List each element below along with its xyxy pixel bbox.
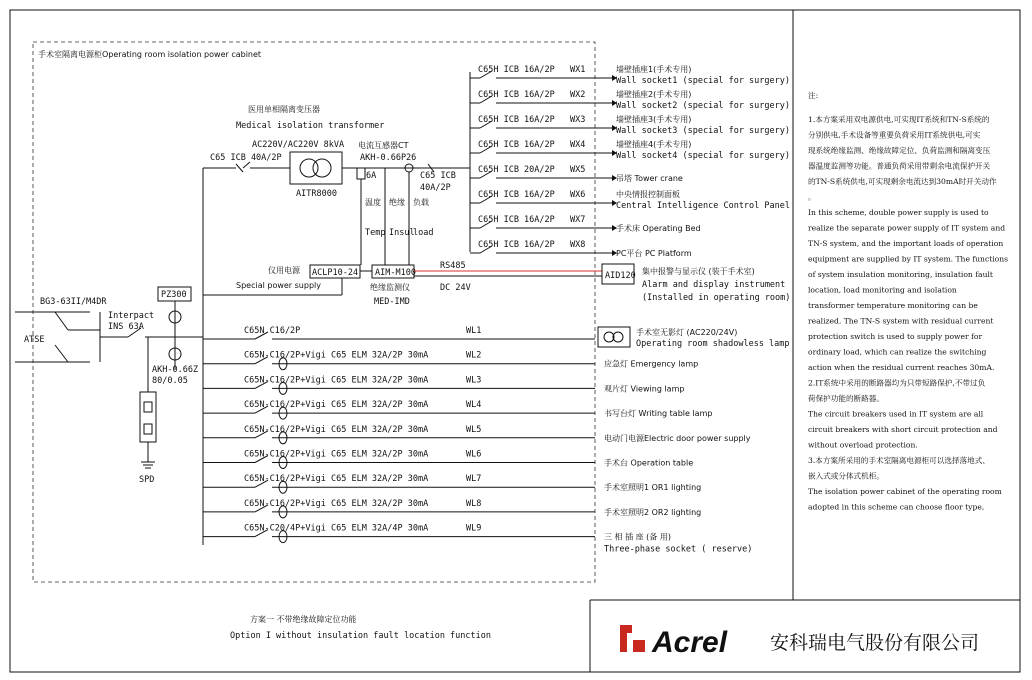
svg-text:医用单相隔离变压器: 医用单相隔离变压器 [248,105,320,114]
breaker-label: C65H ICB 16A/2P [478,190,555,200]
load-name-en: Wall socket3 (special for surgery) [616,126,790,136]
breaker-label: C65N-C20/4P+Vigi C65 ELM 32A/4P 30mA [244,523,429,534]
tns-branches [203,326,790,555]
note-line: location, load monitoring and isolation [808,285,957,295]
svg-text:AID120: AID120 [605,271,636,281]
note-line: 现系统绝缘监测、绝缘故障定位、负荷监测和隔离变压 [808,146,991,155]
svg-text:集中报警与显示仪 (装于手术室): 集中报警与显示仪 (装于手术室) [642,267,755,276]
load-name-en: Wall socket4 (special for surgery) [616,151,790,161]
svg-text:SPD: SPD [139,475,155,485]
svg-text:Medical isolation transformer: Medical isolation transformer [236,121,385,131]
circuit-code: WX2 [570,90,586,100]
transformer-section [203,104,470,265]
circuit-code: WL8 [466,498,482,509]
load-name: 书写台灯 Writing table lamp [604,409,713,419]
breaker-label: C65H ICB 16A/2P [478,90,555,100]
breaker-label: C65N-C16/2P+Vigi C65 ELM 32A/2P 30mA [244,350,429,361]
breaker-label: C65H ICB 16A/2P [478,115,555,125]
circuit-code: WX6 [570,190,586,200]
breaker-label: C65H ICB 16A/2P [478,240,555,250]
load-name-cn: 墙壁插座1(手术专用) [616,65,692,74]
load-name: 手术床 Operating Bed [616,224,701,233]
spd-block [139,337,156,485]
acrel-logo [620,625,979,659]
breaker-label: C65H ICB 20A/2P [478,165,555,175]
note-line: of system insulation monitoring, insulation fault [808,270,993,279]
note-line: 1.本方案采用双电源供电,可实现IT系统和TN-S系统的 [808,115,990,124]
note-line: adopted in this scheme can choose floor type, [808,502,985,512]
svg-text:Special power supply: Special power supply [236,281,321,290]
svg-text:MED-IMD: MED-IMD [374,297,410,307]
svg-text:INS 63A: INS 63A [108,322,144,332]
tns-branch [203,400,712,419]
it-branch [470,89,790,111]
note-line: The circuit breakers used in IT system are all [808,409,984,419]
it-branch [470,139,790,161]
cabinet-title: 手术室隔离电源柜Operating room isolation power cabinet [38,50,262,59]
note-line: 分别供电,手术设备等重要负荷采用IT系统供电,可实 [808,130,981,140]
svg-text:仪用电源: 仪用电源 [268,266,300,275]
svg-text:电流互感器CT: 电流互感器CT [358,141,409,150]
note-line: 3.本方案所采用的手术室隔离电源柜可以选择落地式、 [808,456,990,465]
note-line: 2.IT系统中采用的断路器均为只带短路保护,不带过负 [808,378,986,388]
breaker-label: C65N C16/2P [244,326,301,336]
circuit-code: WL1 [466,326,482,336]
svg-text:AKH-0.66P26: AKH-0.66P26 [360,153,417,163]
circuit-code: WX4 [570,140,586,150]
note-line: 的TN-S系统供电,可实现剩余电流达到30mA时开关动作 [808,177,997,186]
svg-text:load: load [413,228,434,238]
tns-branch [203,499,701,518]
circuit-code: WX7 [570,215,586,225]
breaker-label: C65H ICB 16A/2P [478,140,555,150]
it-branch [470,215,701,233]
logo-mark-left [620,625,632,652]
svg-text:ACLP10-24: ACLP10-24 [312,268,359,278]
note-line: transformer temperature monitoring can be [808,301,978,310]
load-name: PC平台 PC Platform [616,249,692,258]
breaker-label: C65N-C16/2P+Vigi C65 ELM 32A/2P 30mA [244,449,429,460]
note-line: circuit breakers with short circuit protection and [808,425,998,434]
svg-text:AKH-0.66Z: AKH-0.66Z [152,365,199,375]
circuit-code: WX3 [570,115,586,125]
svg-text:PZ300: PZ300 [161,290,187,300]
svg-text:6A: 6A [366,171,377,181]
svg-text:AIM-M100: AIM-M100 [375,268,416,278]
circuit-code: WX8 [570,240,586,250]
load-name-cn: 中央情报控制面板 [616,190,680,199]
breaker-label: C65N-C16/2P+Vigi C65 ELM 32A/2P 30mA [244,498,429,509]
note-line: The isolation power cabinet of the operating room [808,487,1002,496]
load-name-cn: 墙壁插座4(手术专用) [616,140,692,149]
it-branch [470,114,790,136]
it-branch [470,189,790,211]
load-name-en: Wall socket1 (special for surgery) [616,76,790,86]
load-name: 手术室照明2 OR2 lighting [604,507,702,517]
caption-cn: 方案一 不带绝缘故障定位功能 [250,615,357,624]
svg-text:负载: 负载 [413,198,429,207]
note-line: ordinary load, which can realize the switching [808,347,987,357]
circuit-code: WL6 [466,449,482,460]
load-name-en: Wall socket2 (special for surgery) [616,101,790,111]
tns-branch [203,474,701,493]
load-name-cn: 墙壁插座3(手术专用) [616,115,692,124]
tns-branch [203,524,752,555]
tns-branch [203,351,698,370]
tns-branch [203,375,684,394]
breaker-label: C65N-C16/2P+Vigi C65 ELM 32A/2P 30mA [244,424,429,435]
it-branches [470,64,790,258]
note-line: equipment are supplied by IT system. The functions [808,254,1009,264]
company-name: 安科瑞电气股份有限公司 [770,632,980,654]
svg-text:Temp: Temp [365,228,386,238]
svg-text:C65 ICB: C65 ICB [420,171,456,181]
load-name-cn: 手术室无影灯 (AC220/24V) [636,328,738,337]
note-line: action when the residual current reaches 30mA. [808,363,995,372]
note-line: 荷保护功能的断路器。 [808,394,884,403]
svg-text:(Installed in operating room): (Installed in operating room) [642,293,791,303]
load-name-cn: 三 相 插 座 (备 用) [604,532,671,542]
circuit-code: WL3 [466,375,482,386]
note-line: 器温度监测等功能。普通负荷采用带剩余电流保护开关 [808,161,991,171]
load-name: 手术台 Operation table [604,458,694,468]
svg-text:绝缘监测仪: 绝缘监测仪 [370,283,410,292]
load-name-en: Operating room shadowless lamp [636,339,790,349]
atse-block [15,297,107,362]
breaker-label: C65N-C16/2P+Vigi C65 ELM 32A/2P 30mA [244,474,429,485]
incoming-breaker-label: BG3-63II/M4DR [40,297,107,307]
svg-text:绝缘: 绝缘 [389,198,405,207]
it-branch [470,64,790,86]
note-line: 。 [808,192,816,202]
svg-text:AITR8000: AITR8000 [296,189,337,199]
svg-text:40A/2P: 40A/2P [420,183,451,193]
svg-text:Interpact: Interpact [108,311,155,321]
tns-branch [203,425,751,444]
note-line: TN-S system, and the important loads of operation [808,239,1004,248]
load-name: 手术室照明1 OR1 lighting [604,483,702,493]
load-name: 吊塔 Tower crane [616,174,683,183]
load-name-cn: 墙壁插座2(手术专用) [616,90,692,99]
load-name: 观片灯 Viewing lamp [604,384,685,394]
breaker-label: C65H ICB 16A/2P [478,65,555,75]
breaker-label: C65N-C16/2P+Vigi C65 ELM 32A/2P 30mA [244,375,429,386]
circuit-code: WL5 [466,424,482,435]
svg-text:RS485: RS485 [440,261,466,271]
atse-label: ATSE [24,335,45,345]
circuit-code: WX1 [570,65,586,75]
load-name: 应急灯 Emergency lamp [604,359,699,369]
note-line: protection switch is used to supply power for [808,332,983,341]
note-line: realized. The TN-S system with residual current [808,316,994,326]
load-name: 电动门电源Electric door power supply [604,433,751,443]
breaker-label: C65N-C16/2P+Vigi C65 ELM 32A/2P 30mA [244,400,429,411]
brand-name: Acrel [652,626,728,659]
breaker-label: C65H ICB 16A/2P [478,215,555,225]
it-branch [470,165,683,183]
logo-mark-right [633,640,645,652]
notes-body [808,114,1008,512]
svg-text:80/0.05: 80/0.05 [152,376,188,386]
svg-text:Alarm and display instrument: Alarm and display instrument [642,280,786,290]
isolation-transformer [290,152,342,184]
monitoring-section [203,261,790,307]
svg-text:温度: 温度 [365,198,381,207]
circuit-code: WL4 [466,400,482,411]
caption-en: Option I without insulation fault location function [230,631,491,641]
svg-text:DC 24V: DC 24V [440,283,471,293]
circuit-code: WL7 [466,474,482,485]
svg-text:C65 ICB 40A/2P: C65 ICB 40A/2P [210,153,282,163]
note-line: 嵌入式或分体式机柜。 [808,471,884,481]
note-line: realize the separate power supply of IT system and [808,223,1006,233]
circuit-code: WL2 [466,350,482,361]
tns-branch [203,326,790,349]
load-name-en: Central Intelligence Control Panel [616,201,790,211]
circuit-code: WL9 [466,523,482,534]
outer-frame [10,10,1020,672]
tns-branch [203,450,693,469]
interpact-switch [100,311,203,337]
note-line: without overload protection. [808,440,918,450]
load-name-en: Three-phase socket ( reserve) [604,544,753,555]
it-branch [470,240,692,258]
note-line: In this scheme, double power supply is used to [808,208,989,217]
notes-title: 注: [808,91,819,100]
circuit-code: WX5 [570,165,586,175]
svg-text:AC220V/AC220V 8kVA: AC220V/AC220V 8kVA [252,140,345,150]
svg-text:Insul: Insul [389,228,415,238]
